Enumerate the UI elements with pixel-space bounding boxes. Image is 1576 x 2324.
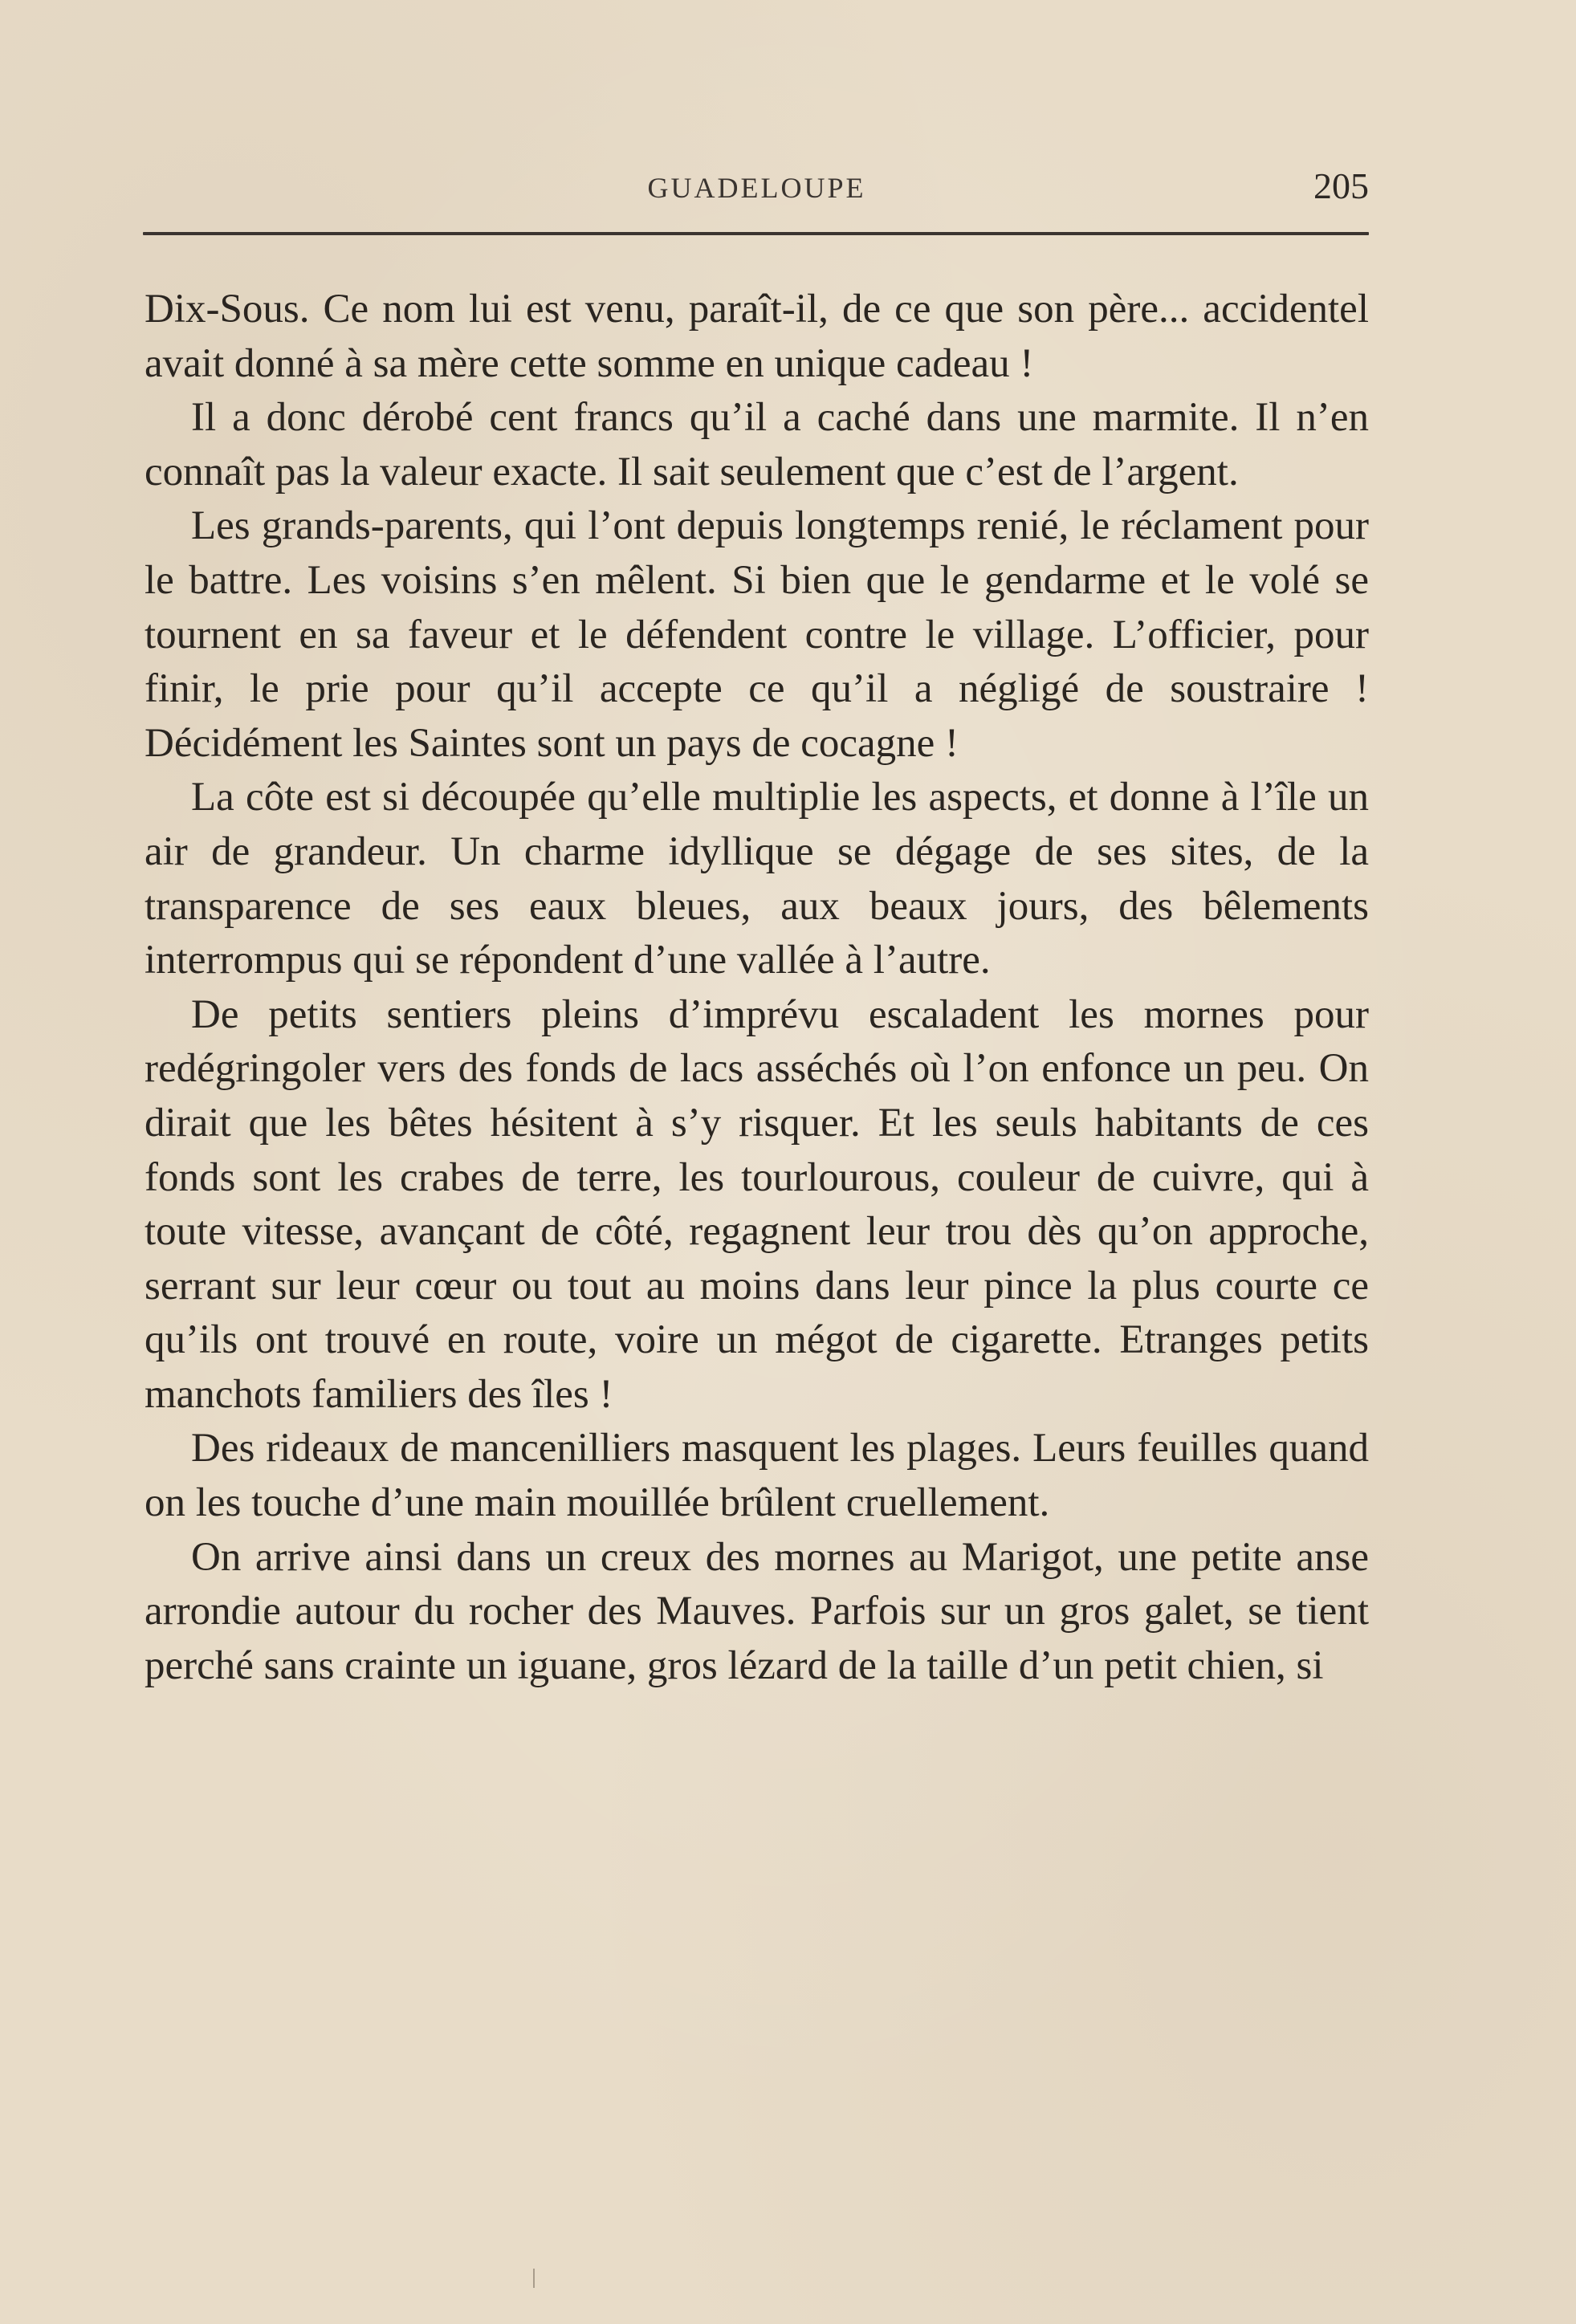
- paragraph: Des rideaux de mancenilliers masquent les plages. Leurs feuilles quand on les touche d’une main mouillée brûlent cruellement.: [145, 1426, 1369, 1526]
- running-title: GUADELOUPE: [647, 172, 866, 204]
- paragraph: Les grands-parents, qui l’ont depuis longtemps renié, le réclament pour le battre. Les voisins s’en mêlent. Si bien que le gendarme et le volé se tournent en sa faveur et le défendent contre le village. L’officier, pour finir, le prie pour qu’il accepte ce qu’il a négligé de soustraire ! Décidément les Saintes sont un pays de cocagne !: [145, 503, 1369, 766]
- header-rule: [143, 232, 1369, 235]
- page-header: [145, 165, 1369, 221]
- page-number: 205: [1313, 165, 1369, 206]
- paragraph: Dix-Sous. Ce nom lui est venu, paraît-il, de ce que son père... accidentel avait donné à sa mère cette somme en unique cadeau !: [145, 287, 1369, 386]
- paragraph: On arrive ainsi dans un creux des mornes au Marigot, une petite anse arrondie autour du rocher des Mauves. Parfois sur un gros galet, se tient perché sans crainte un iguane, gros lézard de la taille d’un petit chien, si: [145, 1534, 1369, 1688]
- paragraph: Il a donc dérobé cent francs qu’il a caché dans une marmite. Il n’en connaît pas la valeur exacte. Il sait seulement que c’est de l’argent.: [145, 395, 1369, 495]
- paragraph: La côte est si découpée qu’elle multiplie les aspects, et donne à l’île un air de grandeur. Un charme idyllique se dégage de ses sites, de la transparence de ses eaux bleues, aux beaux jours, des bêlements interrompus qui se répondent d’une vallée à l’autre.: [145, 775, 1369, 983]
- stray-ink-mark: [533, 2269, 535, 2288]
- paragraph: De petits sentiers pleins d’imprévu escaladent les mornes pour redégringoler vers des fonds de lacs asséchés où l’on enfonce un peu. On dirait que les bêtes hésitent à s’y risquer. Et les seuls habitants de ces fonds sont les crabes de terre, les tourlourous, couleur de cuivre, qui à toute vitesse, avançant de côté, regagnent leur trou dès qu’on approche, serrant sur leur cœur ou tout au moins dans leur pince la plus courte ce qu’ils ont trouvé en route, voire un mégot de cigarette. Etranges petits manchots familiers des îles !: [145, 991, 1369, 1417]
- body-text: [145, 283, 1369, 1693]
